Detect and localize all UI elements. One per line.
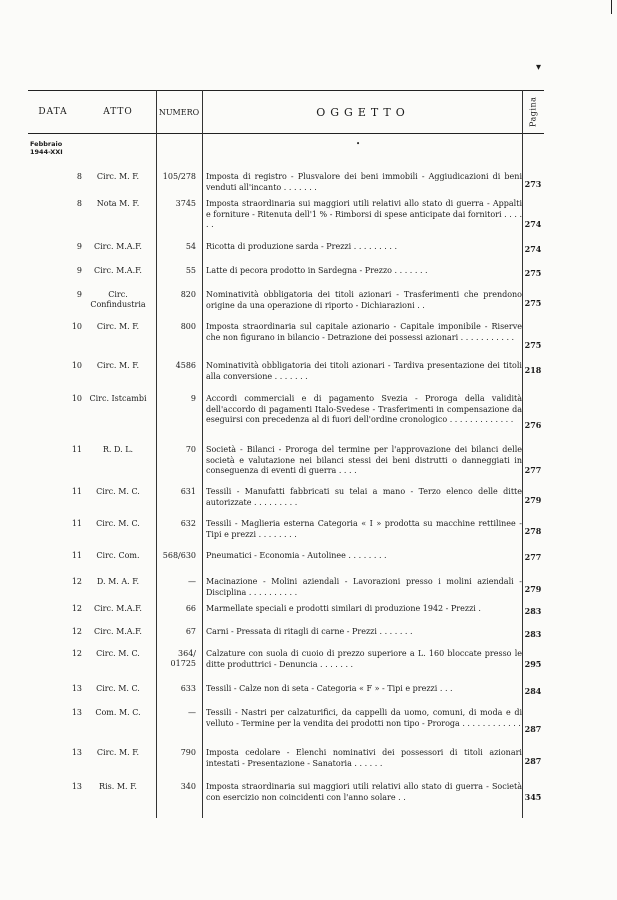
row-oggetto: Società - Bilanci - Proroga del termine per l'approvazione dei bilanci delle società e valutazione nei bilanci stessi dei beni distrutti o danneggiati in conseguenza di eventi di guerra . . . . [206,445,522,475]
row-atto: Nota M. F. [96,199,140,208]
table-header [28,90,544,134]
row-oggetto: Imposta straordinaria sul capitale azionario - Capitale imponibile - Riserve che non figurano in bilancio - Detrazione dei possessi azionari . . . . . . . . . . . [206,322,522,342]
header-numero: NUMERO [158,107,200,117]
header-atto: ATTO [103,107,133,117]
row-oggetto: Marmellate speciali e prodotti similari di produzione 1942 - Prezzi . [206,604,481,613]
row-day: 11 [71,519,82,528]
row-day: 13 [71,748,82,757]
row-numero: 9 [190,394,196,403]
row-numero: 55 [185,266,196,275]
row-pagina: 276 [524,420,542,430]
row-day: 12 [71,627,82,636]
row-atto: Circ. M. C. [96,519,140,528]
edge-mark [611,0,612,14]
row-day: 9 [76,242,82,251]
row-numero: 631 [180,487,196,496]
row-atto: Circ. Confindustria [90,290,146,309]
row-day: 12 [71,577,82,586]
row-atto: Circ. M. C. [96,487,140,496]
row-day: 9 [76,290,82,299]
row-oggetto: Tessili - Manufatti fabbricati su telai a mano - Terzo elenco delle ditte autorizzate . . . . . . . . . [206,487,522,507]
row-atto: Circ. M. F. [96,172,140,181]
row-oggetto: Ricotta di produzione sarda - Prezzi . . . . . . . . . [206,242,397,251]
row-pagina: 283 [524,606,542,616]
row-oggetto: Imposta straordinaria sui maggiori utili relativi allo stato di guerra - Appalti e forniture - Ritenuta dell'1 % - Rimborsi di spese anticipate dai fornitori . . . . . . [206,199,522,229]
row-pagina: 279 [524,584,542,594]
row-day: 10 [71,361,82,370]
row-numero: 568/630 [162,551,196,560]
row-numero: — [188,708,196,717]
row-numero: — [188,577,196,586]
month-year: 1944-XXI [30,148,63,156]
row-day: 10 [71,394,82,403]
row-atto: Circ. M. F. [96,748,140,757]
row-day: 8 [76,172,82,181]
row-day: 9 [76,266,82,275]
row-pagina: 287 [524,756,542,766]
row-numero: 633 [180,684,196,693]
row-atto: Circ. Istcambi [89,394,147,403]
month-name: Febbraio [30,140,63,148]
row-numero: 3745 [175,199,196,208]
row-numero: 67 [185,627,196,636]
row-oggetto: Nominatività obbligatoria dei titoli azionari - Trasferimenti che prendono origine da una operazione di riporto - Dichiarazioni . . [206,290,522,310]
row-pagina: 279 [524,495,542,505]
row-atto: Circ. M. C. [96,684,140,693]
row-pagina: 295 [524,659,542,669]
row-day: 8 [76,199,82,208]
row-day: 11 [71,445,82,454]
row-atto: Circ. Com. [96,551,140,560]
row-oggetto: Tessili - Maglieria esterna Categoria « I » prodotta su macchine rettilinee - Tipi e prezzi . . . . . . . . [206,519,522,539]
header-oggetto: OGGETTO [316,105,410,119]
row-numero: 790 [180,748,196,757]
row-numero: 70 [185,445,196,454]
row-numero: 54 [185,242,196,251]
column-divider [202,90,203,818]
row-pagina: 274 [524,244,542,254]
row-pagina: 275 [524,298,542,308]
row-oggetto: Imposta di registro - Plusvalore dei beni immobili - Aggiudicazioni di beni venduti all'incanto . . . . . . . [206,172,522,192]
row-atto: Circ. M. F. [96,361,140,370]
row-oggetto: Accordi commerciali e di pagamento Svezia - Proroga della validità dell'accordo di pagamenti Italo-Svedese - Trasferimenti in compensazione da eseguirsi con precedenza al di fuori dell'ordine cronologico . . . . . . . . . . . . . [206,394,522,424]
month-label [30,140,63,156]
row-atto: Circ. M.A.F. [94,627,142,636]
row-numero: 632 [180,519,196,528]
row-day: 10 [71,322,82,331]
row-pagina: 277 [524,552,542,562]
row-numero: 4586 [175,361,196,370]
header-data: DATA [38,107,68,117]
row-oggetto: Carni - Pressata di ritagli di carne - Prezzi . . . . . . . [206,627,413,636]
row-day: 12 [71,604,82,613]
row-oggetto: Tessili - Nastri per calzaturifici, da cappelli da uomo, comuni, di moda e di velluto - Termine per la vendita dei prodotti non tipo - Proroga . . . . . . . . . . . . [206,708,522,728]
row-pagina: 277 [524,465,542,475]
row-atto: Circ. M. F. [96,322,140,331]
print-speck: • [356,140,361,148]
row-oggetto: Imposta straordinaria sui maggiori utili relativi allo stato di guerra - Società con esercizio non coincidenti con l'anno solare . . [206,782,522,802]
row-pagina: 275 [524,268,542,278]
row-numero: 820 [180,290,196,299]
row-numero: 800 [180,322,196,331]
row-atto: D. M. A. F. [96,577,140,586]
row-numero: 105/278 [162,172,196,181]
row-pagina: 284 [524,686,542,696]
row-numero: 66 [185,604,196,613]
row-day: 11 [71,487,82,496]
row-oggetto: Pneumatici - Economia - Autolinee . . . . . . . . [206,551,387,560]
page-marker: ▾ [536,62,542,73]
row-pagina: 274 [524,219,542,229]
row-oggetto: Macinazione - Molini aziendali - Lavorazioni presso i molini aziendali - Disciplina . . . . . . . . . . [206,577,522,597]
row-day: 11 [71,551,82,560]
row-atto: Ris. M. F. [99,782,137,791]
row-pagina: 218 [524,365,542,375]
row-atto: Com. M. C. [95,708,141,717]
row-oggetto: Latte di pecora prodotto in Sardegna - Prezzo . . . . . . . [206,266,428,275]
row-pagina: 283 [524,629,542,639]
row-pagina: 275 [524,340,542,350]
row-numero: 340 [180,782,196,791]
row-oggetto: Tessili - Calze non di seta - Categoria « F » - Tipi e prezzi . . . [206,684,453,693]
row-numero: 364/ 01725 [170,649,196,668]
row-pagina: 287 [524,724,542,734]
row-oggetto: Calzature con suola di cuoio di prezzo superiore a L. 160 bloccate presso le ditte produttrici - Denuncia . . . . . . . [206,649,522,669]
row-atto: Circ. M.A.F. [94,266,142,275]
row-day: 13 [71,708,82,717]
row-day: 12 [71,649,82,658]
row-day: 13 [71,684,82,693]
row-oggetto: Nominatività obbligatoria dei titoli azionari - Tardiva presentazione dei titoli alla conversione . . . . . . . [206,361,522,381]
row-atto: Circ. M.A.F. [94,242,142,251]
row-day: 13 [71,782,82,791]
row-atto: Circ. M.A.F. [94,604,142,613]
row-atto: Circ. M. C. [96,649,140,658]
row-pagina: 273 [524,179,542,189]
row-atto: R. D. L. [102,445,134,454]
header-pagina: Pagina [528,96,538,128]
row-pagina: 345 [524,792,542,802]
column-divider [522,90,523,818]
row-pagina: 278 [524,526,542,536]
row-oggetto: Imposta cedolare - Elenchi nominativi dei possessori di titoli azionari intestati - Presentazione - Sanatoria . . . . . . [206,748,522,768]
